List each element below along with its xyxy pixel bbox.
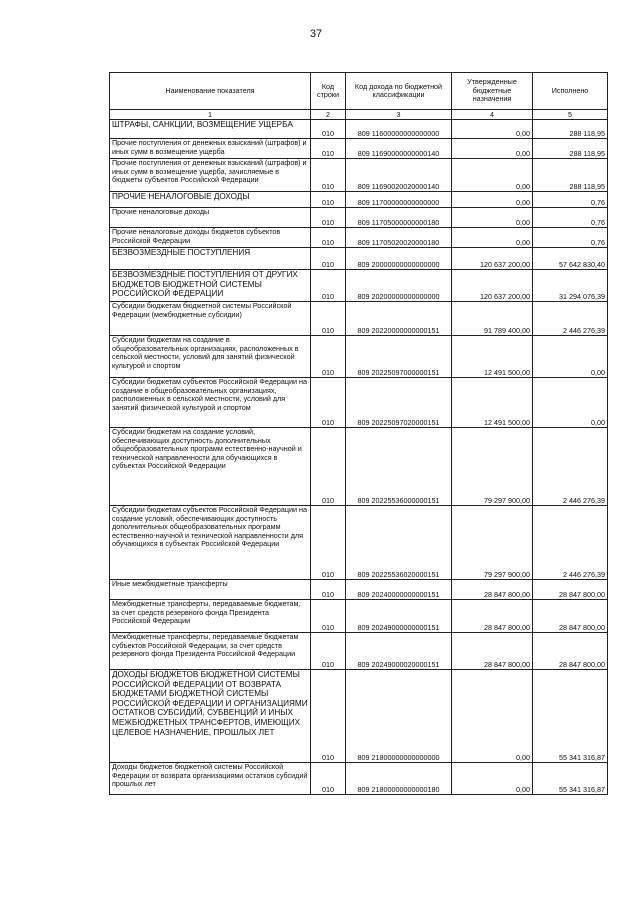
table-row [110, 600, 608, 633]
table-row [110, 670, 608, 763]
row-name: Прочие неналоговые доходы [110, 208, 311, 228]
row-code: 010 [311, 763, 346, 795]
row-executed: 288 118,95 [533, 120, 608, 139]
row-kbk: 809 20225097020000151 [346, 378, 452, 428]
row-approved: 0,00 [452, 120, 533, 139]
row-approved: 0,00 [452, 763, 533, 795]
row-code: 010 [311, 192, 346, 208]
table-body [110, 120, 608, 795]
row-name: ДОХОДЫ БЮДЖЕТОВ БЮДЖЕТНОЙ СИСТЕМЫ РОССИЙСКОЙ ФЕДЕРАЦИИ ОТ ВОЗВРАТА БЮДЖЕТАМИ БЮДЖЕТНОЙ СИСТЕМЫ РОССИЙСКОЙ ФЕДЕРАЦИИ И ОРГАНИЗАЦИЯМИ ОСТАТКОВ СУБСИДИЙ, СУБВЕНЦИЙ И ИНЫХ МЕЖБЮДЖЕТНЫХ ТРАНСФЕРТОВ, ИМЕЮЩИХ ЦЕЛЕВОЕ НАЗНАЧЕНИЕ, ПРОШЛЫХ ЛЕТ [110, 670, 311, 763]
row-kbk: 809 11700000000000000 [346, 192, 452, 208]
row-code: 010 [311, 159, 346, 192]
row-name: Субсидии бюджетам субъектов Российской Федерации на создание условий, обеспечивающих доступность дополнительных общеобразовательных программ естественно-научной и технической направленности для обучающихся в субъектах Российской Федерации [110, 506, 311, 580]
column-number: 3 [346, 110, 452, 120]
column-number: 4 [452, 110, 533, 120]
row-approved: 0,00 [452, 192, 533, 208]
row-executed: 2 446 276,39 [533, 302, 608, 336]
row-kbk: 809 20220000000000151 [346, 302, 452, 336]
row-approved: 28 847 800,00 [452, 633, 533, 670]
row-approved: 0,00 [452, 228, 533, 248]
table-row [110, 228, 608, 248]
row-executed: 288 118,95 [533, 139, 608, 159]
row-code: 010 [311, 600, 346, 633]
row-approved: 79 297 900,00 [452, 506, 533, 580]
row-code: 010 [311, 506, 346, 580]
row-code: 010 [311, 336, 346, 378]
row-kbk: 809 11690000000000140 [346, 139, 452, 159]
row-approved: 120 637 200,00 [452, 248, 533, 270]
row-executed: 0,00 [533, 336, 608, 378]
table-row [110, 139, 608, 159]
table-row [110, 506, 608, 580]
row-code: 010 [311, 248, 346, 270]
row-kbk: 809 11705020020000180 [346, 228, 452, 248]
row-name: ПРОЧИЕ НЕНАЛОГОВЫЕ ДОХОДЫ [110, 192, 311, 208]
row-executed: 28 847 800,00 [533, 633, 608, 670]
row-executed: 57 642 830,40 [533, 248, 608, 270]
row-executed: 288 118,95 [533, 159, 608, 192]
row-kbk: 809 20225536020000151 [346, 506, 452, 580]
row-name: Прочие поступления от денежных взысканий (штрафов) и иных сумм в возмещение ущерба [110, 139, 311, 159]
header-executed: Исполнено [533, 73, 608, 110]
row-executed: 2 446 276,39 [533, 428, 608, 506]
table-header [110, 73, 608, 120]
row-code: 010 [311, 139, 346, 159]
column-number: 5 [533, 110, 608, 120]
row-code: 010 [311, 580, 346, 600]
row-approved: 0,00 [452, 208, 533, 228]
row-name: Субсидии бюджетам на создание условий, обеспечивающих доступность дополнительных общеобразовательных программ естественно-научной и технической направленности для обучающихся в субъектах Российской Федерации [110, 428, 311, 506]
row-kbk: 809 11690020020000140 [346, 159, 452, 192]
row-executed: 31 294 076,39 [533, 270, 608, 302]
table-row [110, 378, 608, 428]
row-name: Субсидии бюджетам на создание в общеобразовательных организациях, расположенных в сельской местности, условий для занятий физической культурой и спортом [110, 336, 311, 378]
row-code: 010 [311, 633, 346, 670]
row-approved: 28 847 800,00 [452, 580, 533, 600]
row-kbk: 809 21800000000000000 [346, 670, 452, 763]
row-code: 010 [311, 270, 346, 302]
header-approved: Утвержденные бюджетные назначения [452, 73, 533, 110]
table-row [110, 336, 608, 378]
column-number: 1 [110, 110, 311, 120]
row-approved: 0,00 [452, 159, 533, 192]
row-approved: 0,00 [452, 139, 533, 159]
row-name: Субсидии бюджетам бюджетной системы Российской Федерации (межбюджетные субсидии) [110, 302, 311, 336]
row-approved: 79 297 900,00 [452, 428, 533, 506]
row-kbk: 809 20249000020000151 [346, 633, 452, 670]
table-row [110, 633, 608, 670]
row-kbk: 809 20225097000000151 [346, 336, 452, 378]
header-code: Код строки [311, 73, 346, 110]
column-number: 2 [311, 110, 346, 120]
row-code: 010 [311, 378, 346, 428]
row-kbk: 809 20225536000000151 [346, 428, 452, 506]
row-approved: 12 491 500,00 [452, 336, 533, 378]
row-code: 010 [311, 228, 346, 248]
row-name: Межбюджетные трансферты, передаваемые бюджетам субъектов Российской Федерации, за счет средств резервного фонда Президента Российской Федерации [110, 633, 311, 670]
row-code: 010 [311, 428, 346, 506]
row-executed: 28 847 800,00 [533, 580, 608, 600]
page-number: 37 [309, 28, 323, 40]
table-row [110, 159, 608, 192]
row-approved: 12 491 500,00 [452, 378, 533, 428]
row-name: Субсидии бюджетам субъектов Российской Федерации на создание в общеобразовательных организациях, расположенных в сельской местности, условий для занятий физической культурой и спортом [110, 378, 311, 428]
row-approved: 120 637 200,00 [452, 270, 533, 302]
row-approved: 0,00 [452, 670, 533, 763]
table-row [110, 120, 608, 139]
column-number-row [110, 110, 608, 120]
row-name: Иные межбюджетные трансферты [110, 580, 311, 600]
row-executed: 0,76 [533, 192, 608, 208]
row-kbk: 809 20000000000000000 [346, 248, 452, 270]
row-code: 010 [311, 120, 346, 139]
row-executed: 0,00 [533, 378, 608, 428]
row-kbk: 809 11600000000000000 [346, 120, 452, 139]
header-name: Наименование показателя [110, 73, 311, 110]
row-code: 010 [311, 302, 346, 336]
row-kbk: 809 20200000000000000 [346, 270, 452, 302]
row-kbk: 809 20240000000000151 [346, 580, 452, 600]
row-approved: 28 847 800,00 [452, 600, 533, 633]
row-name: БЕЗВОЗМЕЗДНЫЕ ПОСТУПЛЕНИЯ ОТ ДРУГИХ БЮДЖЕТОВ БЮДЖЕТНОЙ СИСТЕМЫ РОССИЙСКОЙ ФЕДЕРАЦИИ [110, 270, 311, 302]
row-name: Межбюджетные трансферты, передаваемые бюджетам, за счет средств резервного фонда Президента Российской Федерации [110, 600, 311, 633]
table-row [110, 192, 608, 208]
row-executed: 28 847 800,00 [533, 600, 608, 633]
table-row [110, 302, 608, 336]
row-name: БЕЗВОЗМЕЗДНЫЕ ПОСТУПЛЕНИЯ [110, 248, 311, 270]
row-executed: 55 341 316,87 [533, 763, 608, 795]
row-executed: 55 341 316,87 [533, 670, 608, 763]
row-approved: 91 789 400,00 [452, 302, 533, 336]
row-executed: 0,76 [533, 208, 608, 228]
row-executed: 2 446 276,39 [533, 506, 608, 580]
row-code: 010 [311, 670, 346, 763]
header-kbk: Код дохода по бюджетной классификации [346, 73, 452, 110]
row-kbk: 809 11705000000000180 [346, 208, 452, 228]
table-row [110, 428, 608, 506]
row-kbk: 809 21800000000000180 [346, 763, 452, 795]
row-code: 010 [311, 208, 346, 228]
budget-execution-table [109, 72, 608, 795]
row-name: Прочие неналоговые доходы бюджетов субъектов Российской Федерации [110, 228, 311, 248]
table-row [110, 208, 608, 228]
table-row [110, 248, 608, 270]
table-row [110, 270, 608, 302]
row-name: ШТРАФЫ, САНКЦИИ, ВОЗМЕЩЕНИЕ УЩЕРБА [110, 120, 311, 139]
row-name: Доходы бюджетов бюджетной системы Российской Федерации от возврата организациями остатков субсидий прошлых лет [110, 763, 311, 795]
table-row [110, 763, 608, 795]
table-row [110, 580, 608, 600]
row-name: Прочие поступления от денежных взысканий (штрафов) и иных сумм в возмещение ущерба, зачисляемые в бюджеты субъектов Российской Федерации [110, 159, 311, 192]
row-executed: 0,76 [533, 228, 608, 248]
row-kbk: 809 20249000000000151 [346, 600, 452, 633]
